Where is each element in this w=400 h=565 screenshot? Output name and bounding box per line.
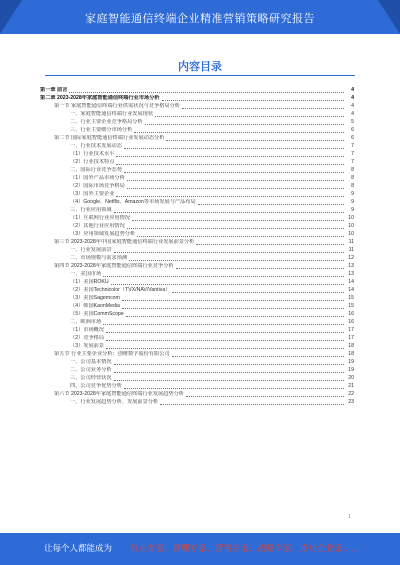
toc-entry[interactable] (40, 286, 354, 294)
toc-leader-dots (122, 307, 344, 309)
toc-entry[interactable] (40, 222, 354, 230)
toc-entry-page: 4 (351, 111, 354, 117)
toc-heading: 内容目录 (178, 61, 222, 73)
toc-entry-title: （2）行业技术特点 (70, 159, 115, 165)
toc-entry-page: 15 (348, 295, 354, 301)
toc-leader-dots (145, 123, 344, 125)
toc-leader-dots (114, 371, 344, 373)
toc-entry-title: 二、欧洲市场 (70, 319, 102, 325)
toc-entry[interactable] (40, 174, 354, 182)
toc-leader-dots (172, 291, 344, 293)
toc-entry-page: 7 (351, 143, 354, 149)
toc-entry-page: 4 (351, 87, 354, 93)
toc-entry-page: 4 (351, 95, 354, 101)
toc-entry-title: 二、公司业务分析 (70, 367, 112, 373)
toc-entry-page: 6 (351, 135, 354, 141)
toc-entry-page: 9 (351, 207, 354, 213)
toc-leader-dots (129, 259, 344, 261)
toc-leader-dots (172, 355, 344, 357)
toc-entry-page: 20 (348, 375, 354, 381)
toc-entry-title: 一、行业发展前景 (70, 247, 112, 253)
toc-entry-title: 一、行业发展趋势分析、发展前景分析 (70, 399, 159, 405)
toc-leader-dots (116, 155, 344, 157)
toc-entry[interactable] (40, 294, 354, 302)
toc-entry[interactable] (40, 254, 354, 262)
report-title: 家庭智能通信终端企业精准营销策略研究报告 (85, 13, 315, 25)
toc-entry[interactable] (40, 270, 354, 278)
toc-entry[interactable] (40, 246, 354, 254)
toc-entry[interactable] (40, 182, 354, 190)
toc-entry-page: 7 (351, 151, 354, 157)
toc-entry[interactable] (40, 366, 354, 374)
toc-entry-page: 6 (351, 127, 354, 133)
toc-entry-page: 19 (348, 367, 354, 373)
toc-entry[interactable] (40, 166, 354, 174)
toc-entry[interactable] (40, 262, 354, 270)
toc-entry-title: 第三节 2023-2028年中国家庭智能通信终端行业发展前景分析 (54, 239, 195, 245)
toc-entry[interactable] (40, 398, 354, 406)
toc-leader-dots (196, 243, 344, 245)
toc-entry-title: 一、公司基本情况 (70, 359, 112, 365)
toc-entry-title: （2）竞争格局 (70, 335, 105, 341)
toc-entry-page: 16 (348, 311, 354, 317)
toc-entry[interactable] (40, 134, 354, 142)
toc-leader-dots (114, 363, 344, 365)
toc-entry-title: （3）美国Sagemcom (70, 295, 120, 301)
toc-entry[interactable] (40, 302, 354, 310)
toc-leader-dots (137, 235, 344, 237)
toc-entry-page: 13 (348, 263, 354, 269)
toc-entry[interactable] (40, 350, 354, 358)
toc-entry-page: 9 (351, 191, 354, 197)
toc-entry-page: 10 (348, 215, 354, 221)
toc-entry[interactable] (40, 150, 354, 158)
toc-entry[interactable] (40, 334, 354, 342)
toc-entry-page: 8 (351, 175, 354, 181)
toc-leader-dots (106, 331, 344, 333)
page-number: 1 (348, 514, 351, 520)
toc-entry-page: 12 (348, 255, 354, 261)
toc-entry[interactable] (40, 190, 354, 198)
toc-entry[interactable] (40, 110, 354, 118)
toc-entry-title: 三、行业主要细分市场分析 (70, 127, 133, 133)
toc-leader-dots (114, 251, 344, 253)
toc-entry[interactable] (40, 118, 354, 126)
toc-leader-dots (122, 299, 344, 301)
toc-entry-title: 二、行业主要企业竞争格局分析 (70, 119, 143, 125)
toc-entry-page: 16 (348, 319, 354, 325)
toc-leader-dots (111, 283, 344, 285)
toc-entry-page: 11 (348, 239, 354, 245)
toc-leader-dots (127, 179, 344, 181)
header-corner-left (0, 0, 22, 34)
footer-slogan: 让每个人都能成为 (44, 543, 113, 553)
toc-leader-dots (198, 203, 344, 205)
toc-entry[interactable] (40, 374, 354, 382)
toc-entry-title: （4）Google、Netflix、Amazon等市场发展与产品布局 (70, 199, 196, 205)
footer-banner (0, 533, 400, 565)
toc-leader-dots (114, 379, 344, 381)
toc-leader-dots (186, 395, 344, 397)
toc-entry-page: 4 (351, 103, 354, 109)
toc-entry-title: （3）应用领域发展趋势分析 (70, 231, 136, 237)
toc-entry[interactable] (40, 94, 354, 102)
toc-leader-dots (132, 219, 344, 221)
toc-entry-title: （2）美国Technicolor（TVX/NAV/Vantiva） (70, 287, 171, 293)
toc-entry-title: 第二章 2023-2028年家庭智能通信终端行业市场分析 (40, 95, 160, 101)
toc-entry-title: （5）美国CommScope (70, 311, 124, 317)
toc-entry-page: 7 (351, 159, 354, 165)
toc-leader-dots (106, 347, 344, 349)
toc-entry-title: （1）美国ROKU (70, 279, 109, 285)
toc-entry-page: 5 (351, 119, 354, 125)
toc-entry[interactable] (40, 142, 354, 150)
toc-leader-dots (116, 163, 344, 165)
toc-leader-dots (182, 107, 344, 109)
footer-roles: 行业专家、管理专家、营销专家、战略专家、成功企业家…… (130, 543, 360, 553)
toc-entry-page: 17 (348, 335, 354, 341)
toc-entry[interactable] (40, 230, 354, 238)
toc-entry-title: 二、国际行业竞争态势 (70, 167, 122, 173)
toc-entry-title: 二、市场规模与需求预测 (70, 255, 128, 261)
toc-entry[interactable] (40, 86, 354, 94)
header-corner-right (378, 0, 400, 34)
report-header (0, 0, 400, 34)
toc-entry-page: 15 (348, 303, 354, 309)
toc-entry-title: 三、公司经营状况 (70, 375, 112, 381)
toc-leader-dots (160, 403, 344, 405)
toc-leader-dots (127, 187, 344, 189)
toc-entry-page: 21 (348, 383, 354, 389)
toc-entry-title: （2）其他行业应用情况 (70, 223, 125, 229)
toc-entry-title: 一、家庭智能通信终端行业发展现状 (70, 111, 154, 117)
toc-leader-dots (106, 339, 344, 341)
toc-entry-page: 14 (348, 279, 354, 285)
toc-entry[interactable] (40, 238, 354, 246)
toc-entry[interactable] (40, 158, 354, 166)
toc-leader-dots (124, 147, 344, 149)
toc-leader-dots (127, 227, 344, 229)
toc-entry-page: 10 (348, 223, 354, 229)
toc-entry-title: 第二节 国际家庭智能通信终端行业发展动态分析 (54, 135, 165, 141)
toc-leader-dots (103, 275, 344, 277)
toc-entry-title: （1）行业技术水平 (70, 151, 115, 157)
toc-entry[interactable] (40, 278, 354, 286)
toc-entry[interactable] (40, 102, 354, 110)
toc-entry-title: 一、美国市场 (70, 271, 102, 277)
toc-leader-dots (162, 99, 344, 101)
toc-entry[interactable] (40, 198, 354, 206)
toc-entry-page: 11 (348, 247, 354, 253)
toc-leader-dots (126, 315, 344, 317)
toc-entry-title: 第一节 家庭智能通信终端行业供需状况与竞争格局分析 (54, 103, 180, 109)
toc-leader-dots (155, 115, 344, 117)
toc-entry-title: 三、行业应用领域 (70, 207, 112, 213)
toc-leader-dots (114, 211, 344, 213)
toc-entry[interactable] (40, 318, 354, 326)
toc-entry[interactable] (40, 382, 354, 390)
toc-entry-page: 8 (351, 183, 354, 189)
toc-entry[interactable] (40, 206, 354, 214)
toc-entry-title: （3）国外主要企业 (70, 191, 115, 197)
toc-entry-title: （1）互联网行业应用情况 (70, 215, 130, 221)
toc-entry-page: 9 (351, 199, 354, 205)
toc-entry-page: 19 (348, 359, 354, 365)
toc-entry-title: （1）国外产品市场分析 (70, 175, 125, 181)
toc-entry[interactable] (40, 358, 354, 366)
toc-entry-page: 23 (348, 399, 354, 405)
toc-leader-dots (116, 195, 344, 197)
toc-entry-title: （4）韩国KaonMedia (70, 303, 120, 309)
toc-leader-dots (124, 387, 344, 389)
toc-entry-page: 10 (348, 231, 354, 237)
toc-leader-dots (134, 131, 344, 133)
toc-entry[interactable] (40, 310, 354, 318)
toc-entry-title: （1）市场概况 (70, 327, 105, 333)
toc-divider (45, 75, 355, 76)
toc-entry-title: 第一章 前言 (40, 87, 68, 93)
toc-entry-title: 一、行业技术发展动态 (70, 143, 122, 149)
toc-entry[interactable] (40, 326, 354, 334)
table-of-contents (40, 86, 354, 406)
toc-entry-page: 17 (348, 327, 354, 333)
toc-entry[interactable] (40, 126, 354, 134)
toc-entry[interactable] (40, 342, 354, 350)
toc-entry-page: 18 (348, 351, 354, 357)
toc-leader-dots (124, 171, 344, 173)
toc-entry-title: （3）发展前景 (70, 343, 105, 349)
toc-entry-title: 第五节 行业主要企业分析：创维数字股份有限公司 (54, 351, 170, 357)
toc-entry-title: 第六节 2023-2028年家庭智能通信终端行业发展趋势分析 (54, 391, 184, 397)
toc-leader-dots (176, 267, 344, 269)
toc-entry-page: 8 (351, 167, 354, 173)
toc-entry[interactable] (40, 390, 354, 398)
toc-leader-dots (166, 139, 344, 141)
toc-entry-title: 四、公司竞争优势分析 (70, 383, 122, 389)
toc-entry-page: 14 (348, 287, 354, 293)
toc-entry-title: 第四节 2023-2028年家庭智能通信终端行业竞争分析 (54, 263, 174, 269)
toc-entry[interactable] (40, 214, 354, 222)
toc-leader-dots (69, 91, 344, 93)
toc-entry-page: 18 (348, 343, 354, 349)
toc-leader-dots (103, 323, 344, 325)
toc-entry-title: （2）国际市场竞争格局 (70, 183, 125, 189)
toc-entry-page: 22 (348, 391, 354, 397)
toc-entry-page: 13 (348, 271, 354, 277)
